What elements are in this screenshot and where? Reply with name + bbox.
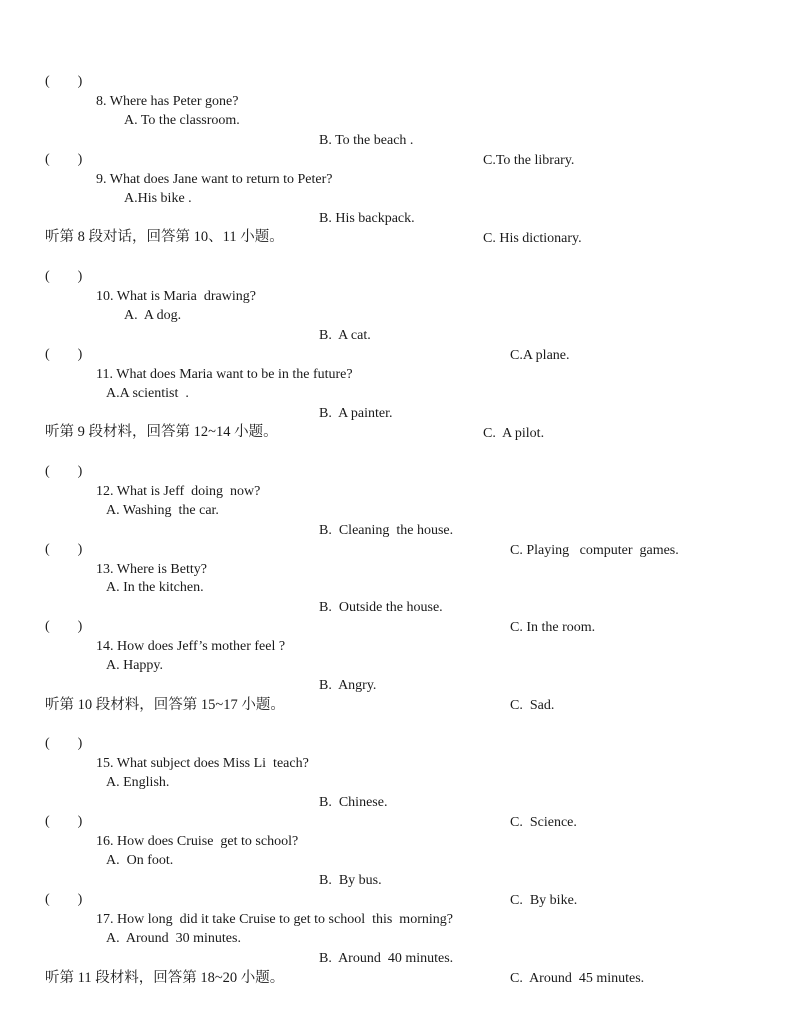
question-stem: 17. How long did it take Cruise to get to school this morning?	[96, 912, 453, 927]
section-heading: 听第 11 段材料，回答第 18~20 小题。	[45, 970, 285, 986]
option-c: C. His dictionary.	[483, 231, 582, 246]
question-stem: 16. How does Cruise get to school?	[96, 834, 299, 849]
option-a: A.His bike .	[124, 191, 192, 206]
option-a: A.A scientist .	[106, 386, 189, 401]
question-stem: 15. What subject does Miss Li teach?	[96, 756, 309, 771]
question-12-options	[0, 481, 794, 558]
option-b: B. Around 40 minutes.	[319, 951, 454, 966]
option-b: B. A cat.	[319, 328, 371, 343]
option-a: A. In the kitchen.	[106, 580, 204, 595]
option-a: A. Around 30 minutes.	[106, 931, 241, 946]
question-stem: 10. What is Maria drawing?	[96, 289, 256, 304]
question-12	[0, 442, 794, 499]
answer-blank[interactable]: ( )	[45, 814, 83, 829]
answer-blank[interactable]: ( )	[45, 736, 83, 751]
option-c: C. In the room.	[510, 620, 596, 635]
option-c: C. Sad.	[510, 698, 555, 713]
section-heading: 听第 9 段材料，回答第 12~14 小题。	[45, 424, 278, 440]
option-c: C.To the library.	[483, 153, 575, 168]
question-stem: 14. How does Jeff’s mother feel ?	[96, 639, 286, 654]
option-c: C.A plane.	[510, 348, 570, 363]
option-b: B. Chinese.	[319, 795, 388, 810]
option-c: C. Around 45 minutes.	[510, 971, 645, 986]
question-stem: 12. What is Jeff doing now?	[96, 484, 261, 499]
question-8	[0, 52, 794, 109]
answer-blank[interactable]: ( )	[45, 74, 83, 89]
answer-blank[interactable]: ( )	[45, 347, 83, 362]
option-a: A. Washing the car.	[106, 503, 219, 518]
option-b: B. By bus.	[319, 873, 382, 888]
option-a: A. English.	[106, 775, 170, 790]
question-15	[0, 714, 794, 771]
question-13-options	[0, 558, 794, 635]
answer-blank[interactable]: ( )	[45, 464, 83, 479]
answer-blank[interactable]: ( )	[45, 542, 83, 557]
option-c: C. A pilot.	[483, 426, 545, 441]
question-15-options	[0, 753, 794, 830]
option-c: C. Science.	[510, 815, 577, 830]
option-a: A. To the classroom.	[124, 113, 240, 128]
question-stem: 8. Where has Peter gone?	[96, 94, 239, 109]
option-b: B. To the beach .	[319, 133, 414, 148]
answer-blank[interactable]: ( )	[45, 619, 83, 634]
question-10-options	[0, 286, 794, 363]
option-b: B. Cleaning the house.	[319, 523, 454, 538]
option-a: A. Happy.	[106, 658, 164, 673]
option-b: B. His backpack.	[319, 211, 415, 226]
option-b: B. Angry.	[319, 678, 377, 693]
question-stem: 13. Where is Betty?	[96, 562, 207, 577]
option-b: B. Outside the house.	[319, 600, 443, 615]
question-10	[0, 247, 794, 304]
question-stem: 9. What does Jane want to return to Peter?	[96, 172, 333, 187]
option-b: B. A painter.	[319, 406, 393, 421]
section-heading: 听第 10 段材料，回答第 15~17 小题。	[45, 697, 285, 713]
answer-blank[interactable]: ( )	[45, 269, 83, 284]
option-a: A. A dog.	[124, 308, 182, 323]
option-c: C. By bike.	[510, 893, 578, 908]
option-c: C. Playing computer games.	[510, 543, 679, 558]
answer-blank[interactable]: ( )	[45, 892, 83, 907]
question-8-options	[0, 91, 794, 168]
section-heading: 听第 8 段对话，回答第 10、11 小题。	[45, 229, 284, 245]
option-a: A. On foot.	[106, 853, 174, 868]
question-stem: 11. What does Maria want to be in the future?	[96, 367, 353, 382]
question-16-options	[0, 831, 794, 908]
answer-blank[interactable]: ( )	[45, 152, 83, 167]
